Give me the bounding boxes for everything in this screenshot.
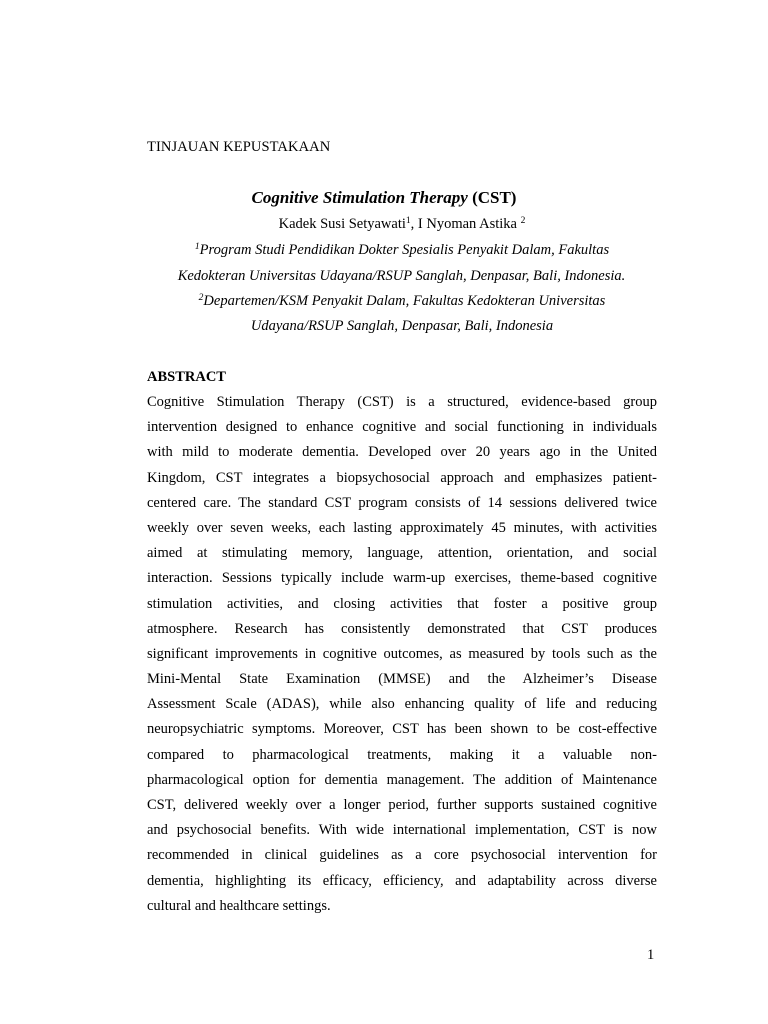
affiliation-1-line-2: Kedokteran Universitas Udayana/RSUP Sanglah, Denpasar, Bali, Indonesia. bbox=[177, 268, 626, 284]
abstract-line: significant improvements in cognitive outcomes, as measured by tools such as the bbox=[147, 645, 657, 662]
abstract-line: Assessment Scale (ADAS), while also enhancing quality of life and reducing bbox=[147, 696, 657, 713]
title-plain-part: (CST) bbox=[467, 188, 517, 207]
abstract-line: stimulation activities, and closing activities that foster a positive group bbox=[147, 595, 657, 612]
abstract-line: CST, delivered weekly over a longer period, further supports sustained cognitive bbox=[147, 797, 657, 813]
abstract-line: aimed at stimulating memory, language, attention, orientation, and social bbox=[147, 545, 657, 562]
abstract-line: intervention designed to enhance cognitive and social functioning in individuals bbox=[147, 419, 657, 436]
abstract-line: with mild to moderate dementia. Developed over 20 years ago in the United bbox=[147, 444, 657, 461]
page-number: 1 bbox=[647, 947, 655, 963]
abstract-line: Cognitive Stimulation Therapy (CST) is a structured, evidence-based group bbox=[147, 394, 657, 410]
author-separator: , bbox=[410, 216, 418, 232]
abstract-line: compared to pharmacological treatments, making it a valuable non- bbox=[147, 746, 657, 763]
affiliation-mark: 1 bbox=[194, 242, 200, 252]
affiliation-text: Program Studi Pendidikan Dokter Spesialis Penyakit Dalam, Fakultas bbox=[199, 242, 610, 258]
abstract-line: Mini-Mental State Examination (MMSE) and the Alzheimer’s Disease bbox=[147, 671, 657, 688]
affiliation-2-line-1 bbox=[0, 291, 768, 311]
affiliation-1-line-1 bbox=[0, 240, 768, 260]
abstract-heading: ABSTRACT bbox=[147, 369, 226, 385]
abstract-line: centered care. The standard CST program consists of 14 sessions delivered twice bbox=[147, 494, 657, 511]
author-affiliation-mark: 2 bbox=[520, 216, 526, 226]
abstract-body bbox=[147, 390, 657, 919]
abstract-line: cultural and healthcare settings. bbox=[147, 897, 331, 914]
paper-title bbox=[0, 186, 768, 210]
abstract-line: weekly over seven weeks, each lasting approximately 45 minutes, with activities bbox=[147, 519, 657, 536]
affiliation-2-line-2: Udayana/RSUP Sanglah, Denpasar, Bali, Indonesia bbox=[250, 318, 554, 334]
abstract-line: atmosphere. Research has consistently demonstrated that CST produces bbox=[147, 620, 657, 637]
author-list bbox=[0, 214, 768, 234]
author-name: I Nyoman Astika bbox=[417, 216, 521, 232]
author-affiliation-mark: 1 bbox=[405, 216, 411, 226]
abstract-line: dementia, highlighting its efficacy, efficiency, and adaptability across diverse bbox=[147, 872, 657, 889]
abstract-line: recommended in clinical guidelines as a core psychosocial intervention for bbox=[147, 847, 657, 864]
abstract-line: interaction. Sessions typically include warm-up exercises, theme-based cognitive bbox=[147, 570, 657, 587]
abstract-line: Kingdom, CST integrates a biopsychosocial approach and emphasizes patient- bbox=[147, 469, 657, 486]
affiliation-mark: 2 bbox=[198, 293, 204, 303]
author-name: Kadek Susi Setyawati bbox=[278, 216, 406, 232]
title-italic-part: Cognitive Stimulation Therapy bbox=[251, 188, 468, 207]
abstract-line: neuropsychiatric symptoms. Moreover, CST has been shown to be cost-effective bbox=[147, 721, 657, 738]
section-label: TINJAUAN KEPUSTAKAAN bbox=[147, 139, 331, 155]
abstract-line: and psychosocial benefits. With wide international implementation, CST is now bbox=[147, 822, 657, 839]
abstract-line: pharmacological option for dementia management. The addition of Maintenance bbox=[147, 771, 657, 788]
affiliation-text: Departemen/KSM Penyakit Dalam, Fakultas Kedokteran Universitas bbox=[203, 293, 606, 309]
